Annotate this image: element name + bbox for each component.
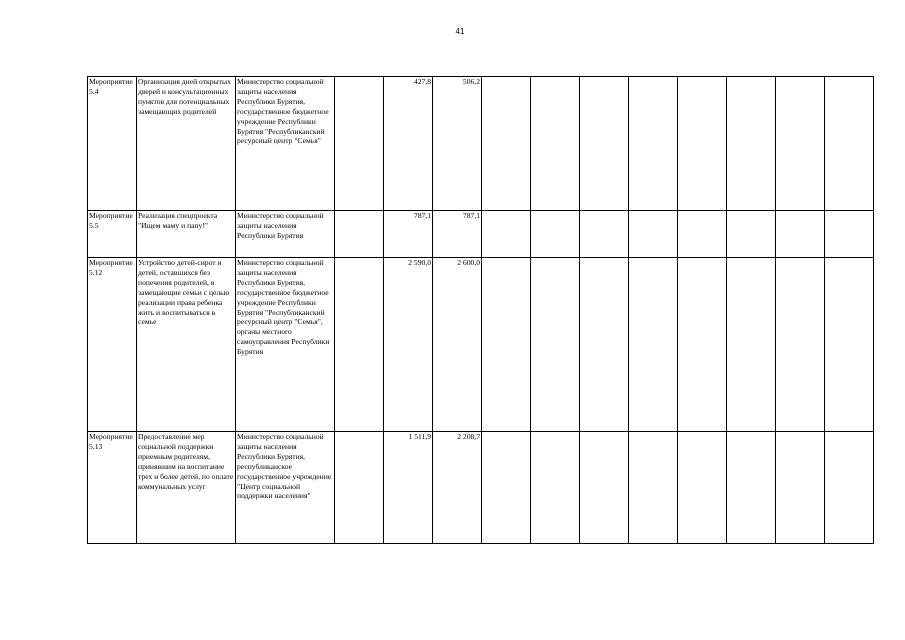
empty-cell (482, 432, 531, 544)
empty-cell (482, 258, 531, 432)
value-1-cell: 2 590,0 (384, 258, 433, 432)
empty-cell (531, 211, 580, 258)
empty-cell (629, 258, 678, 432)
empty-cell (825, 258, 874, 432)
value-1-cell: 427,8 (384, 77, 433, 211)
empty-cell (482, 211, 531, 258)
empty-cell (531, 77, 580, 211)
empty-cell (825, 432, 874, 544)
table-row (88, 432, 874, 544)
value-2-cell: 2 600,0 (433, 258, 482, 432)
empty-cell (727, 77, 776, 211)
executor-cell: Министерство социальной защиты населения Республики Бурятия, республиканское государственное учреждение "Центр социальной поддержки населения" (236, 432, 335, 544)
table-row (88, 77, 874, 211)
empty-cell (776, 258, 825, 432)
empty-cell (531, 432, 580, 544)
empty-cell (727, 211, 776, 258)
empty-cell (335, 77, 384, 211)
event-name-cell: Организация дней открытых дверей и консультационных пунктов для потенциальных замещающих родителей (137, 77, 236, 211)
empty-cell (776, 77, 825, 211)
empty-cell (531, 258, 580, 432)
empty-cell (335, 432, 384, 544)
executor-cell: Министерство социальной защиты населения Республики Бурятия, государственное бюджетное учреждение Республики Бурятия "Республиканский ресурсный центр "Семья" (236, 77, 335, 211)
table-row (88, 258, 874, 432)
value-2-cell: 2 208,7 (433, 432, 482, 544)
event-code-cell: Мероприятие 5.5 (88, 211, 137, 258)
table-row (88, 211, 874, 258)
empty-cell (629, 432, 678, 544)
empty-cell (629, 211, 678, 258)
program-events-table (87, 76, 874, 544)
empty-cell (678, 211, 727, 258)
empty-cell (580, 211, 629, 258)
empty-cell (629, 77, 678, 211)
event-code-cell: Мероприятие 5.13 (88, 432, 137, 544)
executor-cell: Министерство социальной защиты населения Республики Бурятия, государственное бюджетное учреждение Республики Бурятия "Республиканский ресурсный центр "Семья", органы местного самоуправления Республики Бурятия (236, 258, 335, 432)
event-code-cell: Мероприятие 5.4 (88, 77, 137, 211)
empty-cell (678, 432, 727, 544)
empty-cell (727, 432, 776, 544)
empty-cell (825, 211, 874, 258)
empty-cell (727, 258, 776, 432)
value-1-cell: 1 511,9 (384, 432, 433, 544)
empty-cell (678, 258, 727, 432)
value-1-cell: 787,1 (384, 211, 433, 258)
value-2-cell: 787,1 (433, 211, 482, 258)
event-name-cell: Реализация спецпроекта "Ищем маму и папу!" (137, 211, 236, 258)
empty-cell (580, 77, 629, 211)
executor-cell: Министерство социальной защиты населения Республики Бурятия (236, 211, 335, 258)
page-number: 41 (455, 27, 465, 36)
empty-cell (580, 258, 629, 432)
event-name-cell: Предоставление мер социальной поддержки приемным родителям, принявшим на воспитание трех и более детей, по оплате коммунальных услуг (137, 432, 236, 544)
empty-cell (776, 211, 825, 258)
value-2-cell: 506,2 (433, 77, 482, 211)
empty-cell (580, 432, 629, 544)
empty-cell (335, 258, 384, 432)
event-code-cell: Мероприятие 5.12 (88, 258, 137, 432)
empty-cell (776, 432, 825, 544)
empty-cell (335, 211, 384, 258)
empty-cell (482, 77, 531, 211)
empty-cell (825, 77, 874, 211)
event-name-cell: Устройство детей-сирот и детей, оставшихся без попечения родителей, в замещающие семьи с целью реализации права ребенка жить и воспитываться в семье (137, 258, 236, 432)
empty-cell (678, 77, 727, 211)
